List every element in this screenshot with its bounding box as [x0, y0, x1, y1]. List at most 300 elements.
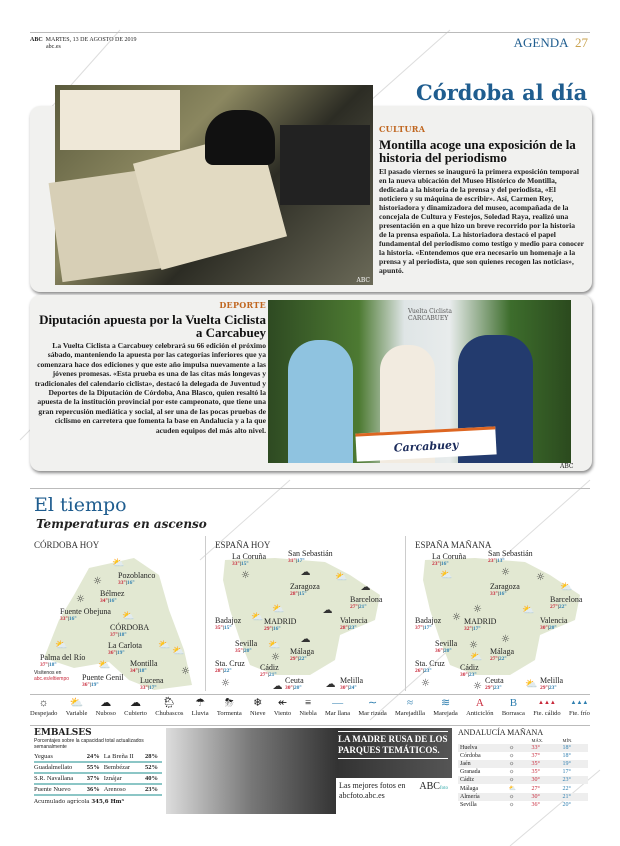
partly-cloudy-icon: ⛅: [522, 605, 535, 616]
city-name: Huelva: [460, 745, 478, 751]
temp-min: 20°: [243, 648, 252, 654]
andalucia-title: ANDALUCÍA MAÑANA: [458, 728, 544, 737]
header-rule: [30, 32, 590, 33]
temp-max: 30°: [340, 685, 348, 691]
city-label: Fuente Obejuna 33°|16°: [60, 607, 111, 622]
legend-icon: ☁: [130, 697, 142, 709]
temp-min: 18°: [48, 662, 57, 668]
city-label: Málaga 27°|22°: [490, 647, 514, 662]
partly-cloudy-icon: ⛅: [440, 570, 453, 581]
legend-item: [217, 697, 242, 717]
city-name: Cádiz: [260, 663, 279, 672]
embalse-percent: 40%: [141, 773, 162, 784]
temp-max: 30°: [460, 672, 468, 678]
cloud-rain-icon: ☁: [272, 681, 283, 692]
embalse-percent: 28%: [141, 752, 162, 762]
headline: Diputación apuesta por la Vuelta Ciclista a Carcabuey: [39, 312, 266, 340]
partly-cloudy-icon: ⛅: [122, 611, 135, 622]
temp-min: 23°: [348, 625, 357, 631]
city-name: Granada: [460, 769, 481, 775]
temp-min: 17°: [562, 769, 571, 775]
city-name: Córdoba: [460, 753, 481, 759]
section-rule: [30, 488, 590, 489]
section-name: AGENDA: [513, 35, 569, 50]
city-label: La Coruña 33°|15°: [232, 552, 266, 567]
rule: [30, 725, 590, 726]
partly-cloudy-icon: ⛅: [172, 646, 185, 657]
temp-min: 23°: [493, 685, 502, 691]
embalse-percent: 36%: [83, 784, 104, 795]
city-name: Barcelona: [550, 595, 583, 604]
embalse-name: Bembézar: [104, 762, 141, 773]
city-label: San Sebastián 31°|17°: [288, 549, 333, 564]
legend-label: Fte. frío: [568, 710, 590, 717]
embalse-name: Yeguas: [34, 752, 83, 762]
temp-max: 34°: [130, 668, 138, 674]
sun-icon: ☼: [469, 640, 478, 651]
city-name: MADRID: [464, 617, 497, 626]
temp-max: 30°: [285, 685, 293, 691]
telephone-image: [205, 110, 275, 165]
temp-max: 29°: [540, 685, 548, 691]
ad-cta[interactable]: [336, 778, 452, 814]
header-info: [30, 37, 137, 51]
embalse-name: Guadalmellato: [34, 762, 83, 773]
temp-min: 18°: [118, 632, 127, 638]
andalucia-manana: [458, 728, 588, 809]
sun-icon: ☼: [501, 567, 510, 578]
sun-icon: ☼: [501, 634, 510, 645]
partly-cloudy-icon: ⛅: [525, 679, 538, 690]
legend-item: [155, 697, 183, 717]
city-label: Barcelona 27°|21°: [350, 595, 383, 610]
temp-min: 18°: [562, 753, 571, 759]
legend-item: [299, 697, 316, 717]
embalse-percent: 37%: [83, 773, 104, 784]
legend-icon: ⛅: [69, 697, 84, 709]
temp-min: 16°: [126, 580, 135, 586]
ad-headline: LA MADRE RUSA DE LOS PARQUES TEMÁTICOS.: [338, 731, 448, 759]
partly-cloudy-icon: ⛅: [560, 582, 573, 593]
weather-icon: ☼: [508, 802, 515, 808]
city-name: La Coruña: [232, 552, 266, 561]
weather-icon: ☼: [508, 761, 515, 767]
ad-logo-sub: foto: [439, 786, 448, 791]
sun-icon: ☼: [181, 666, 190, 677]
city-name: Badajoz: [215, 616, 242, 625]
temp-max: 29°: [290, 656, 298, 662]
city-name: Barcelona: [350, 595, 383, 604]
embalse-row: [34, 752, 162, 762]
story-cultura: [379, 124, 584, 275]
andalucia-row: [458, 760, 588, 768]
legend-item: [124, 697, 147, 717]
legend-item: [502, 697, 525, 717]
partly-cloudy-icon: ⛅: [98, 660, 111, 671]
city-name: Ceuta: [485, 676, 504, 685]
temp-max: 31°: [288, 558, 296, 564]
legend-label: Anticiclón: [466, 710, 494, 717]
temp-min: 23°: [468, 672, 477, 678]
temp-max: 28°: [290, 591, 298, 597]
temp-min: 23°: [423, 668, 432, 674]
legend-icon: ≋: [440, 697, 451, 709]
city-name: Melilla: [340, 676, 364, 685]
partly-cloudy-icon: ⛅: [272, 604, 285, 615]
city-name: Badajoz: [415, 616, 442, 625]
city-name: Sevilla: [460, 802, 477, 808]
city-name: Melilla: [540, 676, 564, 685]
city-label: Barcelona 27°|22°: [550, 595, 583, 610]
temp-max: 33°: [118, 580, 126, 586]
city-name: Valencia: [340, 616, 368, 625]
temp-max: 35°: [235, 648, 243, 654]
embalse-row: [34, 784, 162, 795]
temp-min: 16°: [68, 616, 77, 622]
section-header: [514, 35, 588, 51]
legend-item: [96, 697, 116, 717]
city-label: MADRID 32°|17°: [464, 617, 497, 632]
city-label: Bélmez 34°|16°: [100, 589, 125, 604]
legend-icon: B: [509, 697, 518, 709]
temp-max: 37°: [531, 753, 540, 759]
city-name: Ceuta: [285, 676, 304, 685]
city-name: Valencia: [540, 616, 568, 625]
legend-label: Borrasca: [501, 710, 525, 717]
temp-min: 24°: [348, 685, 357, 691]
temp-max: 27°: [350, 604, 358, 610]
temp-max: 36°: [108, 650, 116, 656]
city-name: CÓRDOBA: [110, 623, 150, 632]
weather-icon: ☼: [508, 753, 515, 759]
city-label: Ceuta 30°|20°: [285, 676, 304, 691]
headline: Montilla acoge una exposición de la historia del periodismo: [379, 137, 576, 165]
cloud-rain-icon: ☁: [360, 582, 371, 593]
embalse-percent: 55%: [83, 762, 104, 773]
city-name: San Sebastián: [488, 549, 533, 558]
partly-cloudy-icon: ⛅: [112, 558, 125, 569]
city-name: Zaragoza: [490, 582, 520, 591]
legend-item: [325, 697, 350, 717]
photo-credit: ABC: [560, 463, 574, 470]
embalses-title: EMBALSES: [34, 728, 92, 738]
legend-item: [250, 697, 266, 717]
city-name: La Coruña: [432, 552, 466, 561]
andalucia-row: [458, 801, 588, 809]
city-name: Sta. Cruz: [415, 659, 445, 668]
legend-item: [433, 697, 458, 717]
city-name: San Sebastián: [288, 549, 333, 558]
andalucia-row: [458, 752, 588, 760]
temp-min: 20°: [293, 685, 302, 691]
legend-label: Nuboso: [95, 710, 116, 717]
legend-label: Variable: [65, 710, 88, 717]
temp-min: 22°: [558, 604, 567, 610]
photo-carcabuey: [268, 300, 571, 463]
photo-periodismo: [55, 85, 373, 285]
legend-label: Viento: [273, 710, 292, 717]
city-label: Sevilla 36°|20°: [435, 639, 458, 654]
temp-min: 17°: [423, 625, 432, 631]
web-link[interactable]: abc.es/eltiempo: [34, 676, 70, 682]
temp-min: 22°: [223, 668, 232, 674]
temp-min: 17°: [296, 558, 305, 564]
andalucia-row: [458, 784, 588, 793]
temp-min: 23°: [548, 685, 557, 691]
city-label: La Coruña 23°|16°: [432, 552, 466, 567]
jersey-banner: Carcabuey: [355, 426, 496, 461]
ad-abcfoto[interactable]: [166, 728, 452, 814]
partly-cloudy-icon: ⛅: [268, 640, 281, 651]
sun-icon: ☼: [76, 594, 85, 605]
temp-max: 26°: [415, 668, 423, 674]
legend-label: Cubierto: [124, 710, 147, 717]
temp-max: 27°: [550, 604, 558, 610]
legend-icon: ❄: [253, 697, 263, 709]
temp-min: 21°: [268, 672, 277, 678]
embalses-table: [34, 752, 162, 796]
calendar-image: [60, 90, 180, 150]
temp-min: 20°: [548, 625, 557, 631]
city-label: Ceuta 29°|23°: [485, 676, 504, 691]
legend-icon: A: [475, 697, 484, 709]
page-title: Córdoba al día: [416, 80, 588, 105]
temp-max: 23°: [488, 558, 496, 564]
partly-cloudy-icon: ⛅: [158, 640, 171, 651]
site: abc.es: [46, 44, 61, 50]
embalse-name: Iznájar: [104, 773, 141, 784]
acum-label: Acumulado agrícola: [34, 799, 90, 805]
legend-icon: ☁: [100, 697, 112, 709]
map-title: CÓRDOBA HOY: [34, 540, 100, 550]
city-label: Badajoz 35°|15°: [215, 616, 242, 631]
temp-max: 28°: [340, 625, 348, 631]
web-promo[interactable]: [34, 670, 69, 682]
city-label: San Sebastián 23°|13°: [488, 549, 533, 564]
ad-line: Las mejores fotos en abcfoto.abc.es: [339, 781, 406, 800]
city-label: Pozoblanco 33°|16°: [118, 571, 156, 586]
andalucia-row: [458, 744, 588, 752]
partly-cloudy-icon: ⛅: [470, 652, 483, 663]
city-label: Málaga 29°|22°: [290, 647, 314, 662]
city-name: Cádiz: [460, 663, 479, 672]
temp-min: 19°: [562, 761, 571, 767]
temp-max: 35°: [215, 625, 223, 631]
city-name: La Carlota: [108, 641, 142, 650]
temp-max: 37°: [415, 625, 423, 631]
cloud-rain-icon: ☁: [322, 605, 333, 616]
legend-icon: ▲▲▲: [570, 700, 589, 706]
temp-min: 13°: [496, 558, 505, 564]
temp-min: 16°: [272, 626, 281, 632]
city-name: Pozoblanco: [118, 571, 156, 580]
sun-icon: ☼: [452, 612, 461, 623]
legend-item: [274, 697, 291, 717]
temp-max: 32°: [464, 626, 472, 632]
article-body: El pasado viernes se inauguró la primera exposición temporal en la nueva ubicación del Museo Histórico de Montilla, dedicada a la historia de la prensa y del periodista, «El noticiero y su máquina de escribir». Así, Carmen Rey, historiadora y dinamizadora del museo, acompañada de la concejala de Cultura y Festejos, Soledad Raya, realizó una presentación en a que hizo un breve recorrido por la historia de la prensa española. La historiadora destacó el papel fundamental del periodismo como testigo y medio para conocer la historia. «Entendemos que era necesario un homenaje a la prensa y al periodista, que son quienes recogen las noticias», apuntó.: [379, 167, 584, 275]
divider: [405, 536, 406, 691]
legend-icon: —: [332, 697, 344, 709]
temp-max: 23°: [432, 561, 440, 567]
cloud-rain-icon: ☁: [300, 634, 311, 645]
temp-min: 20°: [443, 648, 452, 654]
legend-icon: ∼: [367, 697, 378, 709]
city-label: Valencia 30°|20°: [540, 616, 568, 631]
temp-max: 27°: [531, 785, 540, 792]
embalse-name: La Breña II: [104, 752, 141, 762]
temp-max: 33°: [232, 561, 240, 567]
weather-icon: ☼: [508, 745, 515, 751]
weather-legend: [30, 697, 590, 717]
temp-min: 17°: [472, 626, 481, 632]
legend-icon: ▲▲▲: [538, 700, 556, 706]
city-name: Bélmez: [100, 589, 125, 598]
temp-max: 30°: [531, 794, 540, 800]
cloud-rain-icon: ☁: [325, 679, 336, 690]
temp-min: 16°: [440, 561, 449, 567]
sun-icon: ☼: [421, 678, 430, 689]
city-name: Sevilla: [235, 639, 258, 648]
temp-min: 16°: [498, 591, 507, 597]
temp-min: 22°: [498, 656, 507, 662]
city-label: Badajoz 37°|17°: [415, 616, 442, 631]
map-title: ESPAÑA MAÑANA: [415, 540, 492, 550]
city-name: Zaragoza: [290, 582, 320, 591]
temp-min: 22°: [298, 656, 307, 662]
temp-max: 33°: [60, 616, 68, 622]
temp-min: 17°: [148, 685, 157, 691]
legend-label: Chubascos: [155, 710, 184, 717]
temp-min: 21°: [562, 794, 571, 800]
city-label: Zaragoza 28°|15°: [290, 582, 320, 597]
city-label: Cádiz 30°|23°: [460, 663, 479, 678]
city-name: Palma del Río: [40, 653, 86, 662]
andalucia-row: [458, 768, 588, 776]
legend-icon: ☂: [195, 697, 206, 709]
legend-label: Marejadilla: [395, 710, 425, 717]
temp-max: 36°: [531, 802, 540, 808]
photo-credit: ABC: [356, 277, 370, 284]
city-label: MADRID 29°|16°: [264, 617, 297, 632]
temp-min: 18°: [562, 745, 571, 751]
legend-icon: ≈: [406, 697, 414, 709]
city-label: Melilla 29°|23°: [540, 676, 564, 691]
person-left: [288, 340, 353, 463]
city-name: MADRID: [264, 617, 297, 626]
temp-max: 30°: [531, 777, 540, 783]
date: MARTES, 13 DE AGOSTO DE 2019: [45, 37, 137, 43]
legend-icon: ☼: [38, 697, 49, 709]
legend-icon: ⛈: [224, 697, 234, 709]
embalse-percent: 23%: [141, 784, 162, 795]
temp-max: 33°: [490, 591, 498, 597]
temp-max: 34°: [100, 598, 108, 604]
temp-min: 19°: [90, 682, 99, 688]
temp-min: 20°: [562, 802, 571, 808]
city-label: Cádiz 27°|21°: [260, 663, 279, 678]
legend-item: [533, 697, 560, 717]
legend-label: Fte. cálido: [533, 710, 561, 717]
city-label: Valencia 28°|23°: [340, 616, 368, 631]
andalucia-row: [458, 776, 588, 784]
weather-icon: ⛅: [508, 786, 517, 792]
andalucia-table: [458, 737, 588, 809]
city-name: Sevilla: [435, 639, 458, 648]
temp-max: 29°: [485, 685, 493, 691]
legend-label: Marejada: [433, 710, 458, 717]
sun-icon: ☼: [536, 572, 545, 583]
embalse-name: Arenoso: [104, 784, 141, 795]
legend-label: Nieve: [250, 710, 266, 717]
legend-label: Tormenta: [216, 710, 242, 717]
temp-max: 36°: [82, 682, 90, 688]
legend-label: Lluvia: [191, 710, 209, 717]
col-min: MÍN.: [562, 738, 573, 743]
legend-icon: ≡: [304, 697, 312, 709]
legend-icon: ↞: [277, 697, 288, 709]
embalse-percent: 24%: [83, 752, 104, 762]
legend-item: [192, 697, 209, 717]
weather-subtitle: Temperaturas en ascenso: [36, 517, 207, 531]
temp-min: 15°: [298, 591, 307, 597]
temp-max: 27°: [490, 656, 498, 662]
city-name: Málaga: [460, 785, 478, 792]
city-name: Puente Genil: [82, 673, 124, 682]
temp-min: 22°: [562, 785, 571, 792]
city-label: La Carlota 36°|19°: [108, 641, 142, 656]
temp-max: 33°: [140, 685, 148, 691]
city-name: Montilla: [130, 659, 158, 668]
city-label: Montilla 34°|18°: [130, 659, 158, 674]
temp-max: 29°: [264, 626, 272, 632]
embalses-subtitle: Porcentajes sobre la capacidad total actualizados semanalmente: [34, 738, 144, 750]
map-title: ESPAÑA HOY: [215, 540, 271, 550]
city-name: Jaén: [460, 761, 471, 767]
partly-cloudy-icon: ⛅: [55, 640, 68, 651]
city-label: Palma del Río 37°|18°: [40, 653, 86, 668]
temp-min: 21°: [358, 604, 367, 610]
partly-cloudy-icon: ⛅: [335, 572, 348, 583]
embalse-name: Puente Nuevo: [34, 784, 83, 795]
embalses: [34, 728, 162, 805]
backdrop-text: Vuelta Ciclista CARCABUEY: [408, 308, 452, 322]
city-name: Málaga: [490, 647, 514, 656]
divider: [205, 536, 206, 691]
legend-label: Mar rizada: [358, 710, 387, 717]
weather-icon: ☼: [508, 777, 515, 783]
temp-min: 15°: [240, 561, 249, 567]
legend-icon: 🌦: [162, 697, 177, 709]
temp-min: 19°: [116, 650, 125, 656]
brand: ABC: [30, 37, 43, 43]
sun-icon: ☼: [93, 576, 102, 587]
temp-max: 33°: [531, 745, 540, 751]
kicker: DEPORTE: [219, 300, 266, 310]
sun-icon: ☼: [241, 570, 250, 581]
legend-item: [358, 697, 386, 717]
andalucia-row: [458, 793, 588, 801]
ad-logo: ABC: [419, 781, 440, 792]
temp-max: 30°: [540, 625, 548, 631]
legend-item: [569, 697, 590, 717]
city-name: Málaga: [290, 647, 314, 656]
sun-icon: ☼: [473, 604, 482, 615]
legend-item: [66, 697, 88, 717]
legend-label: Mar llana: [325, 710, 351, 717]
typewriter-image: [280, 125, 370, 205]
temp-min: 16°: [108, 598, 117, 604]
sun-icon: ☼: [473, 681, 482, 692]
